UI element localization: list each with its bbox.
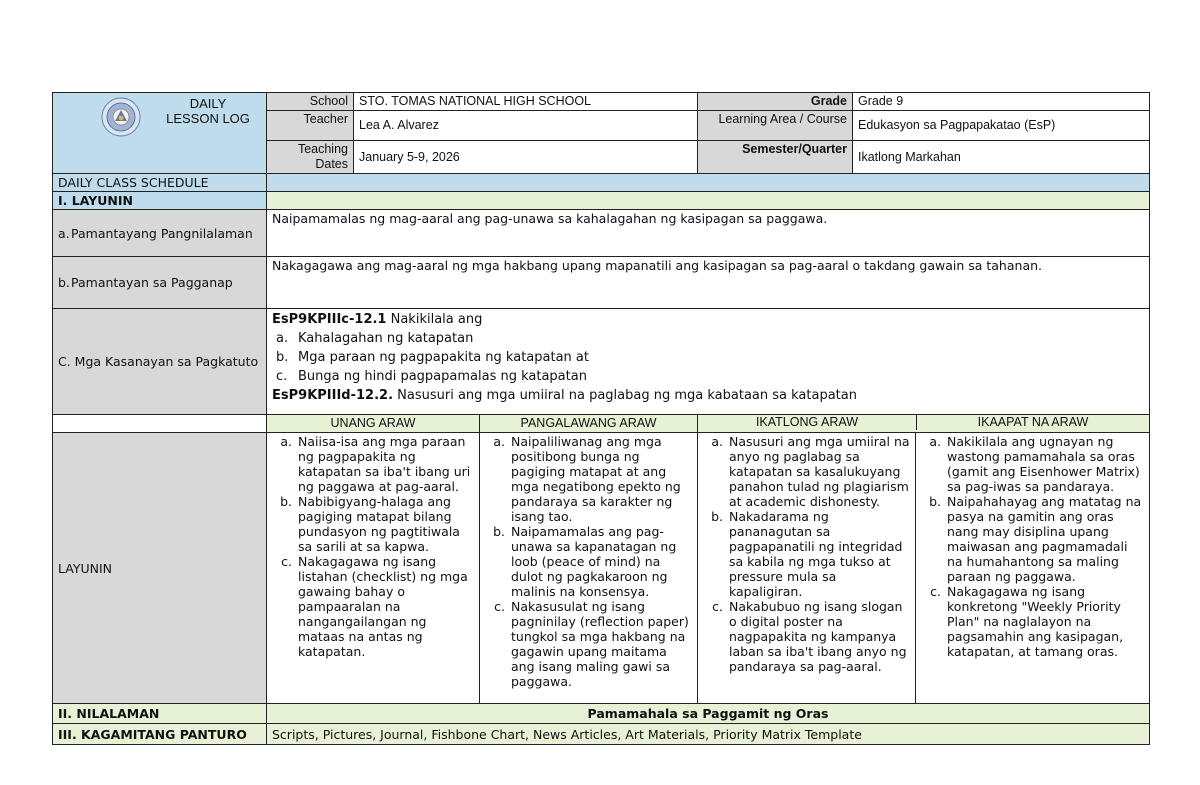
teacher-label: Teacher [267,111,354,141]
day-2-objectives [480,433,698,704]
competency-code-2: EsP9KPIIId-12.2. [272,388,394,403]
semester-label: Semester/Quarter [698,141,853,174]
day-1-objective: a. Naiisa-isa ang mga paraan ng pagpapakita ng katapatan sa iba't ibang uri ng paggawa at pag-aaral. [296,434,474,494]
day-4-objectives [916,433,1149,703]
daily-class-schedule-label: DAILY CLASS SCHEDULE [53,174,267,192]
competency-item-a-text: Kahalagahan ng katapatan [298,331,474,346]
mga-kasanayan-label: C. Mga Kasanayan sa Pagkatuto [53,309,267,415]
teaching-dates-label: Teaching Dates [267,141,354,174]
grade-label: Grade [698,93,853,111]
school-label: School [267,93,354,111]
competency-item-c: c. Bunga ng hindi pagpapamalas ng katapatan [276,369,587,384]
pamantayang-pangnilalaman-label [53,210,267,257]
competency-item-b: b. Mga paraan ng pagpapakita ng katapatan at [276,350,589,365]
semester-value: Ikatlong Markahan [853,141,1150,174]
section-layunin-fill [267,192,1150,210]
day-3-objective: b. Nakadarama ng pananagutan sa pagpapanatili ng integridad sa kabila ng mga tukso at pressure mula sa kapaligiran. [727,509,910,599]
row-b-label: Pamantayan sa Pagganap [71,275,233,290]
days-header-blank [53,415,267,433]
competency-item-a: a. Kahalagahan ng katapatan [276,331,474,346]
daily-class-schedule-value [267,174,1150,192]
day-1-objective: c. Nakagagawa ng isang listahan (checklist) ng mga gawaing bahay o pampaaralan na nangangailangan ng mataas na antas ng katapatan. [296,554,474,659]
day-3-objective: c. Nakabubuo ng isang slogan o digital poster na nagpapakita ng kampanya laban sa iba't ibang anyo ng pandaraya sa pag-aaral. [727,599,910,674]
header-logo-cell [53,93,267,174]
day-4-objective: c. Nakagagawa ng isang konkretong "Weekly Priority Plan" na naglalayon na pagsamahin ang kasipagan, katapatan, at tamang oras. [945,584,1144,659]
kagamitan-label: III. KAGAMITANG PANTURO [53,724,267,745]
nilalaman-label: II. NILALAMAN [53,704,267,724]
day-header-1: UNANG ARAW [267,415,480,433]
pamantayan-sa-pagganap-label [53,257,267,309]
section-layunin-heading: I. LAYUNIN [53,192,267,210]
day-3-objectives [698,433,916,703]
competency-code-1: EsP9KPIIIc-12.1 [272,312,387,327]
competency-text-2: Nasusuri ang mga umiiral na paglabag ng mga kabataan sa katapatan [393,388,857,403]
day-1-objectives [267,433,480,704]
learning-area-value: Edukasyon sa Pagpapakatao (EsP) [853,111,1150,141]
pamantayan-sa-pagganap-value: Nakagagawa ang mag-aaral ng mga hakbang upang mapanatili ang kasipagan sa pag-aaral o takdang gawain sa tahanan. [267,257,1150,309]
row-a-label: Pamantayang Pangnilalaman [71,225,253,241]
day-3-objective: a. Nasusuri ang mga umiiral na anyo ng paglabag sa katapatan sa kasalukuyang panahon tulad ng plagiarism at academic dishonesty. [727,434,910,509]
competency-item-b-text: Mga paraan ng pagpapakita ng katapatan at [298,350,589,365]
day-header-split [698,415,1150,433]
grade-value: Grade 9 [853,93,1150,111]
day-1-objective: b. Nabibigyang-halaga ang pagiging matapat bilang pundasyon ng pagtitiwala sa sarili at sa kapwa. [296,494,474,554]
day-2-objective: c. Nakasusulat ng isang pagninilay (reflection paper) tungkol sa mga hakbang na gagawin upang maitama ang isang maling gawi sa paggawa. [509,599,692,689]
kagamitan-value: Scripts, Pictures, Journal, Fishbone Chart, News Articles, Art Materials, Priority Matrix Template [267,724,1150,745]
deped-seal-icon [101,97,141,137]
day-3-4-objectives [698,433,1150,704]
day-2-objective: b. Naipamamalas ang pag-unawa sa kapanatagan ng loob (peace of mind) na dulot ng pagkakaroon ng malinis na konsensya. [509,524,692,599]
day-header-3: IKATLONG ARAW [698,415,917,430]
dll-title-line1: DAILY [189,96,227,111]
row-a-letter: a. [58,225,70,241]
learning-area-label: Learning Area / Course [698,111,853,141]
dll-title-line2: LESSON LOG [166,111,250,126]
day-2-objective: a. Naipaliliwanag ang mga positibong bunga ng pagiging matapat at ang mga negatibong epekto ng pandaraya sa karakter ng isang tao. [509,434,692,524]
layunin-row-label: LAYUNIN [53,433,267,704]
day-4-objective: b. Naipahahayag ang matatag na pasya na gamitin ang oras nang may disiplina upang maiwasan ang pagmamadali na humahantong sa maling paraan ng paggawa. [945,494,1144,584]
competency-text-1: Nakikilala ang [386,312,483,327]
pamantayang-pangnilalaman-value: Naipamamalas ng mag-aaral ang pag-unawa sa kahalagahan ng kasipagan sa paggawa. [267,210,1150,257]
competency-item-c-text: Bunga ng hindi pagpapamalas ng katapatan [298,369,587,384]
teacher-value: Lea A. Alvarez [354,111,698,141]
daily-lesson-log-table [52,92,1150,745]
day-header-2: PANGALAWANG ARAW [480,415,698,433]
row-b-letter: b. [58,275,70,290]
school-value: STO. TOMAS NATIONAL HIGH SCHOOL [354,93,698,111]
nilalaman-value: Pamamahala sa Paggamit ng Oras [267,704,1150,724]
day-header-4: IKAAPAT NA ARAW [977,415,1089,429]
mga-kasanayan-value [267,309,1150,415]
teaching-dates-value: January 5-9, 2026 [354,141,698,174]
day-4-objective: a. Nakikilala ang ugnayan ng wastong pamamahala sa oras (gamit ang Eisenhower Matrix) sa pag-iwas sa pandaraya. [945,434,1144,494]
